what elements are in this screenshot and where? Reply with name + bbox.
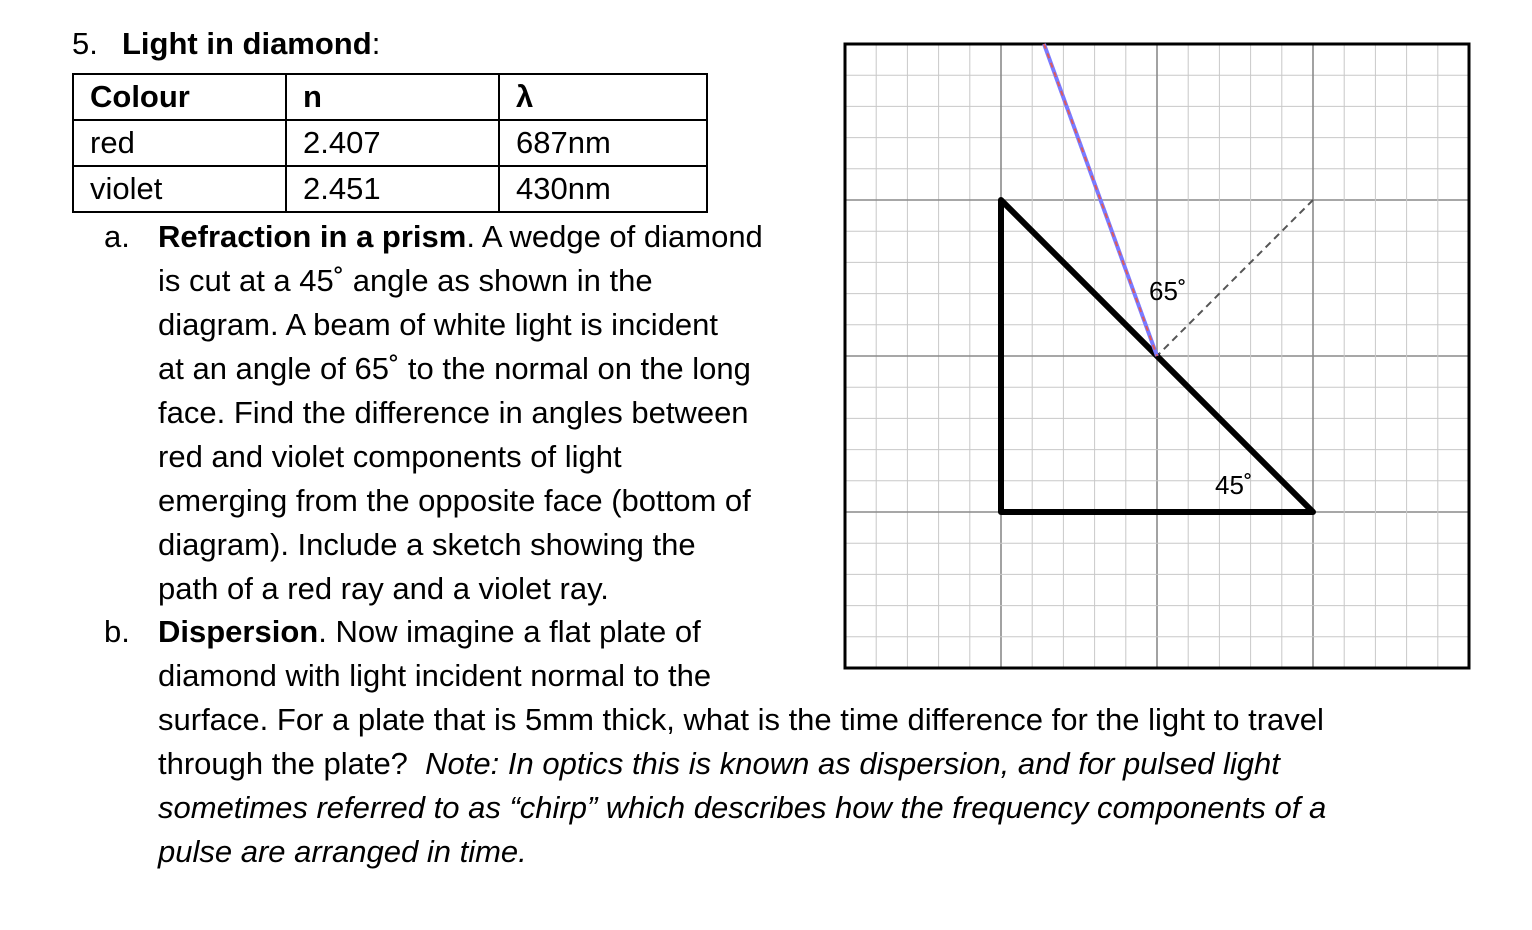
incident-angle-label: 65˚ [1149,276,1187,306]
part-a-line: red and violet components of light [158,439,622,474]
part-b-line [158,610,701,654]
part-a-line: face. Find the difference in angles between [158,395,749,430]
part-b-note: Note: In optics this is known as dispersion, and for pulsed light [425,746,1280,781]
table-header-row [73,74,707,120]
part-b-note: sometimes referred to as “chirp” which describes how the frequency components of a [158,790,1327,825]
part-b-note-line [158,786,1326,830]
part-a-line [158,215,763,259]
question-title [72,22,380,66]
part-b-heading: Dispersion [158,614,319,649]
refractive-index-table [72,73,708,213]
header-colour: Colour [73,74,286,120]
part-a-heading: Refraction in a prism [158,219,467,254]
part-b-note-line [158,830,527,874]
part-b-line: diamond with light incident normal to the [158,658,712,693]
part-a-text: . A wedge of diamond [466,219,763,254]
part-b-text: . Now imagine a flat plate of [318,614,701,649]
part-b-note: pulse are arranged in time. [158,834,527,869]
table-row [73,166,707,212]
prism-diagram [843,42,1471,670]
part-a-line: emerging from the opposite face (bottom of [158,483,751,518]
cell-wavelength: 687nm [499,120,707,166]
cell-n: 2.407 [286,120,499,166]
part-b-line: surface. For a plate that is 5mm thick, what is the time difference for the light to travel [158,702,1324,737]
part-a-label: a. [104,219,130,254]
cell-n: 2.451 [286,166,499,212]
cell-colour: red [73,120,286,166]
header-n: n [286,74,499,120]
part-b-text: through the plate? [158,746,408,781]
part-a-line: diagram). Include a sketch showing the [158,527,696,562]
question-title-colon: : [371,26,381,61]
part-a-line: at an angle of 65˚ to the normal on the long [158,351,751,386]
cell-colour: violet [73,166,286,212]
part-a-line: is cut at a 45˚ angle as shown in the [158,263,653,298]
question-number: 5. [72,26,98,61]
part-a-line: path of a red ray and a violet ray. [158,571,609,606]
question-heading: Light in diamond [122,26,372,61]
wedge-angle-label: 45˚ [1215,470,1253,500]
part-a-line: diagram. A beam of white light is incident [158,307,719,342]
part-b-line [158,742,1280,786]
part-b-label: b. [104,614,130,649]
cell-wavelength: 430nm [499,166,707,212]
header-wavelength: λ [499,74,707,120]
table-row [73,120,707,166]
